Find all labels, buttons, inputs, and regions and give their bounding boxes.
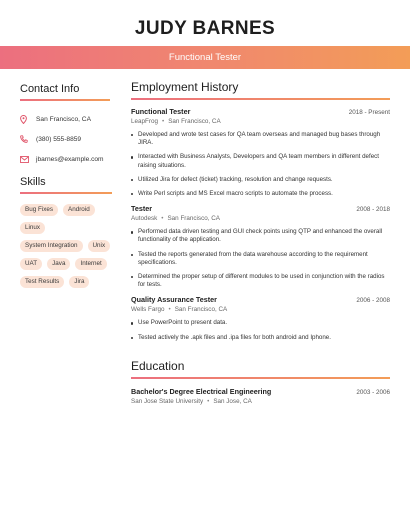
contact-list <box>20 109 110 169</box>
skills-divider <box>20 192 112 194</box>
education-section <box>131 359 390 405</box>
contact-location <box>20 109 110 129</box>
contact-section <box>20 83 110 169</box>
job-title: Quality Assurance Tester <box>131 295 217 305</box>
job-location: San Francisco, CA <box>174 306 228 314</box>
job-bullets <box>131 228 390 289</box>
job-company: LeapFrog <box>131 118 158 125</box>
school-name: San Jose State University <box>131 398 204 405</box>
job-bullet: Tested the reports generated from the data warehouse according to the requirement specifications. <box>131 251 390 267</box>
job-bullet: Performed data driven testing and GUI check points using QTP and enhanced the overall functionality of the application. <box>131 228 390 244</box>
skill-tag: Linux <box>20 222 45 234</box>
separator-dot: • <box>161 118 165 125</box>
contact-email <box>20 149 110 169</box>
job-location: San Francisco, CA <box>167 215 220 223</box>
job-bullet: Use PowerPoint to present data. <box>131 319 390 327</box>
job-entry <box>131 204 390 289</box>
job-bullet: Interacted with Business Analysts, Developers and QA team members in different defect raising situations. <box>131 153 390 169</box>
job-bullet: Utilized Jira for defect (ticket) tracking, resolution and change requests. <box>131 176 390 184</box>
job-company: Wells Fargo <box>131 306 165 314</box>
job-title: Functional Tester <box>131 107 191 116</box>
candidate-name: JUDY BARNES <box>134 18 276 39</box>
phone-icon <box>20 135 36 143</box>
separator-dot: • <box>161 215 164 223</box>
job-location: San Francisco, CA <box>168 118 221 125</box>
job-company: Autodesk <box>131 215 158 223</box>
skills-section-title: Skills <box>20 176 46 188</box>
job-dates: 2008 - 2018 <box>356 206 390 214</box>
job-bullet: Developed and wrote test cases for QA team overseas and managed bug bases through JIRA. <box>131 131 390 147</box>
skill-tag: Android <box>63 204 95 216</box>
skill-tag: Unix <box>88 240 111 252</box>
job-bullet: Tested actively the .apk files and .ipa files for both android and Iphone. <box>131 334 390 342</box>
job-title: Tester <box>131 204 153 214</box>
education-dates: 2003 - 2006 <box>356 389 390 396</box>
email-icon <box>20 156 36 163</box>
education-divider <box>131 377 390 379</box>
contact-email-text: jbarnes@example.com <box>36 155 104 163</box>
education-entry <box>131 387 390 405</box>
location-pin-icon <box>20 115 36 124</box>
job-bullets <box>131 319 390 341</box>
skill-tag: Java <box>47 258 70 270</box>
skill-tag: UAT <box>20 258 42 270</box>
separator-dot: • <box>168 306 171 314</box>
job-entry <box>131 107 390 198</box>
separator-dot: • <box>207 398 210 405</box>
skill-tag: Test Results <box>20 276 64 288</box>
contact-phone <box>20 129 110 149</box>
contact-phone-text: (380) 555-8859 <box>36 135 82 143</box>
skill-tag: Bug Fixes <box>20 204 58 216</box>
job-bullets <box>131 131 390 198</box>
job-dates: 2006 - 2008 <box>356 297 390 305</box>
school-location: San Jose, CA <box>213 398 252 405</box>
job-dates: 2018 - Present <box>348 109 390 116</box>
employment-section <box>131 80 390 348</box>
contact-section-title: Contact Info <box>20 83 80 95</box>
job-bullet: Determined the proper setup of different modules to be used in conjunction with the radios for tests. <box>131 273 390 289</box>
job-title-banner: Functional Tester <box>0 46 410 69</box>
employment-section-title: Employment History <box>131 80 239 94</box>
skills-list <box>20 204 112 288</box>
employment-divider <box>131 98 390 100</box>
skill-tag: Jira <box>69 276 89 288</box>
contact-location-text: San Francisco, CA <box>36 115 91 123</box>
contact-divider <box>20 99 110 101</box>
skills-section <box>20 176 112 288</box>
degree-title: Bachelor's Degree Electrical Engineering <box>131 387 272 396</box>
education-section-title: Education <box>131 359 185 373</box>
job-bullet: Write Perl scripts and MS Excel macro scripts to automate the process. <box>131 190 390 198</box>
skill-tag: Internet <box>75 258 106 270</box>
skill-tag: System Integration <box>20 240 83 252</box>
job-entry <box>131 295 390 341</box>
